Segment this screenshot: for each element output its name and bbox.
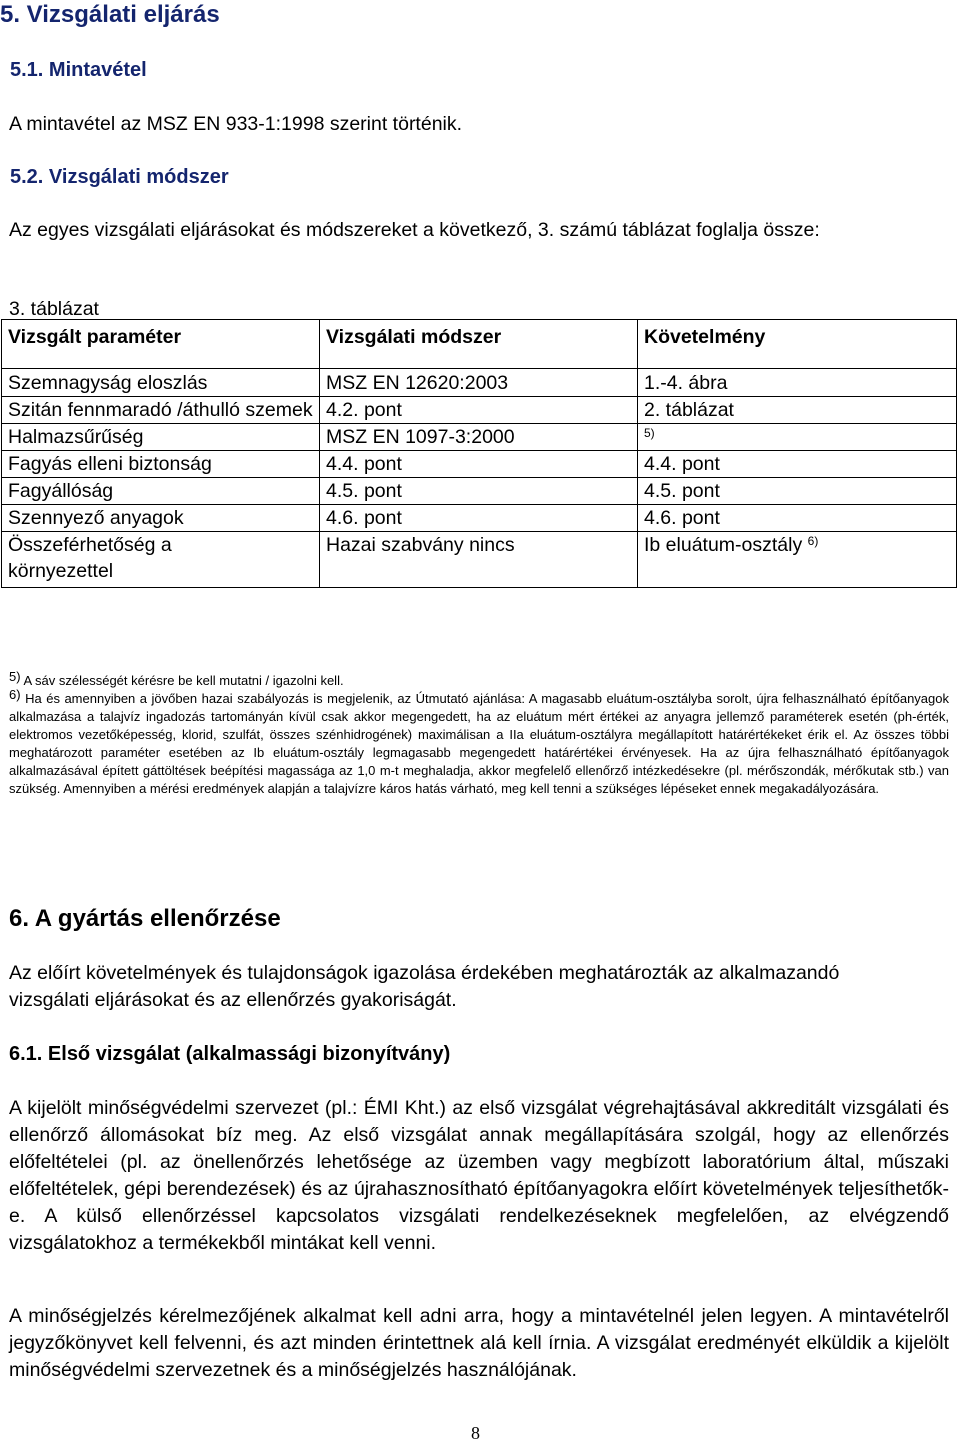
- page-number: 8: [471, 1423, 480, 1443]
- row-method: MSZ EN 1097-3:2000: [320, 424, 638, 451]
- row-method: Hazai szabvány nincs: [320, 532, 638, 588]
- section-5-2-text: Az egyes vizsgálati eljárásokat és módszereket a következő, 3. számú táblázat foglalja össze:: [9, 219, 820, 241]
- footnote-6: $^{6)}$ Ha és amennyiben a jövőben hazai szabályozás is megjelenik, az Útmutató ajánlása: A magasabb eluátum-osztályba sorolt, újra felhasználható építőanyagok alkalmazása a talajvíz ingadozás tartományán kívül csak akkor megengedett, ha az eluátum mért értékei az anyagra jellemző paraméterek esetén (ph-érték, elektromos vezetőképesség, klorid, szulfát, összes szénhidrogének) maximálisan a IIa eluátum-osztályra megállapított határértékeket érik el. Az összes többi meghatározott paraméter esetében az Ib eluátum-osztály legmagasabb megengedett határértékei érvényesek. Ha az újra felhasználható építőanyagok alkalmazásával épített gáttöltések beépítési magassága az 1,0 m-t meghaladja, akkor megfelelő ellenőrző intézkedésekre (pl. mérőszondák, mérőkutak stb.) van szükség. Amennyiben a mérési eredmények alapján a talajvízre káros hatás várható, meg kell tenni a szükséges lépéseket ennek megakadályozására.: [9, 687, 949, 796]
- row-parameter: Összeférhetőség a környezettel: [2, 532, 320, 588]
- header-parameter: Vizsgált paraméter: [2, 320, 320, 369]
- table-row: [2, 478, 957, 505]
- table-row: [2, 369, 957, 397]
- row-requirement: 4.6. pont: [638, 505, 957, 532]
- row-requirement: 4.5. pont: [638, 478, 957, 505]
- table-row: [2, 451, 957, 478]
- table-caption: 3. táblázat: [9, 298, 99, 320]
- section-6-title: 6. A gyártás ellenőrzése: [9, 905, 281, 932]
- section-5-1-title: 5.1. Mintavétel: [10, 59, 147, 81]
- row-method: 4.5. pont: [320, 478, 638, 505]
- section-6-1-paragraph-1: A kijelölt minőségvédelmi szervezet (pl.: ÉMI Kht.) az első vizsgálat végrehajtásával akkreditált vizsgálati és ellenőrző állomásokat bíz meg. Az első vizsgálat annak megállapítására szolgál, hogy az ellenőrzés előfeltételei (pl. az önellenőrzés lehetősége az üzemben vagy megbízott laboratórium által, műszaki előfeltételek, gépi berendezések) és az újrahasznosítható építőanyagokra előírt követelmények teljesíthetők-e. A külső ellenőrzéssel kapcsolatos vizsgálati rendelkezéseknek megfelelően, az elvégzendő vizsgálatokhoz a termékekből mintákat kell venni.: [9, 1097, 949, 1254]
- header-requirement: Követelmény: [638, 320, 957, 369]
- section-6-1-title: 6.1. Első vizsgálat (alkalmassági bizonyítvány): [9, 1043, 451, 1065]
- section-6-intro: Az előírt követelmények és tulajdonságok igazolása érdekében meghatározták az alkalmazandó vizsgálati eljárásokat és az ellenőrzés gyakoriságát.: [9, 962, 840, 1011]
- row-requirement: 5): [638, 424, 957, 451]
- row-parameter: Fagyállóság: [2, 478, 320, 505]
- footnote-5: $^{5)}$ A sáv szélességét kérésre be kell mutatni / igazolni kell.: [9, 669, 344, 688]
- row-method: 4.2. pont: [320, 397, 638, 424]
- row-parameter: Szitán fennmaradó /áthulló szemek: [2, 397, 320, 424]
- table-row: [2, 532, 957, 588]
- section-5-2-title: 5.2. Vizsgálati módszer: [10, 166, 229, 188]
- table-header-row: [2, 320, 957, 369]
- row-method: 4.4. pont: [320, 451, 638, 478]
- section-5-title: 5. Vizsgálati eljárás: [0, 1, 220, 28]
- parameters-table: [1, 319, 957, 588]
- row-parameter: Halmazsűrűség: [2, 424, 320, 451]
- table-row: [2, 505, 957, 532]
- row-requirement: 2. táblázat: [638, 397, 957, 424]
- row-method: 4.6. pont: [320, 505, 638, 532]
- row-parameter: Szennyező anyagok: [2, 505, 320, 532]
- row-method: MSZ EN 12620:2003: [320, 369, 638, 397]
- row-requirement: 1.-4. ábra: [638, 369, 957, 397]
- row-requirement: 4.4. pont: [638, 451, 957, 478]
- row-parameter: Fagyás elleni biztonság: [2, 451, 320, 478]
- row-requirement: Ib eluátum-osztály $^{6)}$: [638, 532, 957, 588]
- table-row: [2, 424, 957, 451]
- section-5-1-text: A mintavétel az MSZ EN 933-1:1998 szerint történik.: [9, 113, 463, 135]
- header-method: Vizsgálati módszer: [320, 320, 638, 369]
- row-parameter: Szemnagyság eloszlás: [2, 369, 320, 397]
- table-row: [2, 397, 957, 424]
- section-6-1-paragraph-2: A minőségjelzés kérelmezőjének alkalmat kell adni arra, hogy a mintavételnél jelen legyen. A mintavételről jegyzőkönyvet kell felvenni, és azt minden érintettnek alá kell írnia. A vizsgálat eredményét elküldik a kijelölt minőségvédelmi szervezetnek és a minőségjelzés használójának.: [9, 1305, 949, 1381]
